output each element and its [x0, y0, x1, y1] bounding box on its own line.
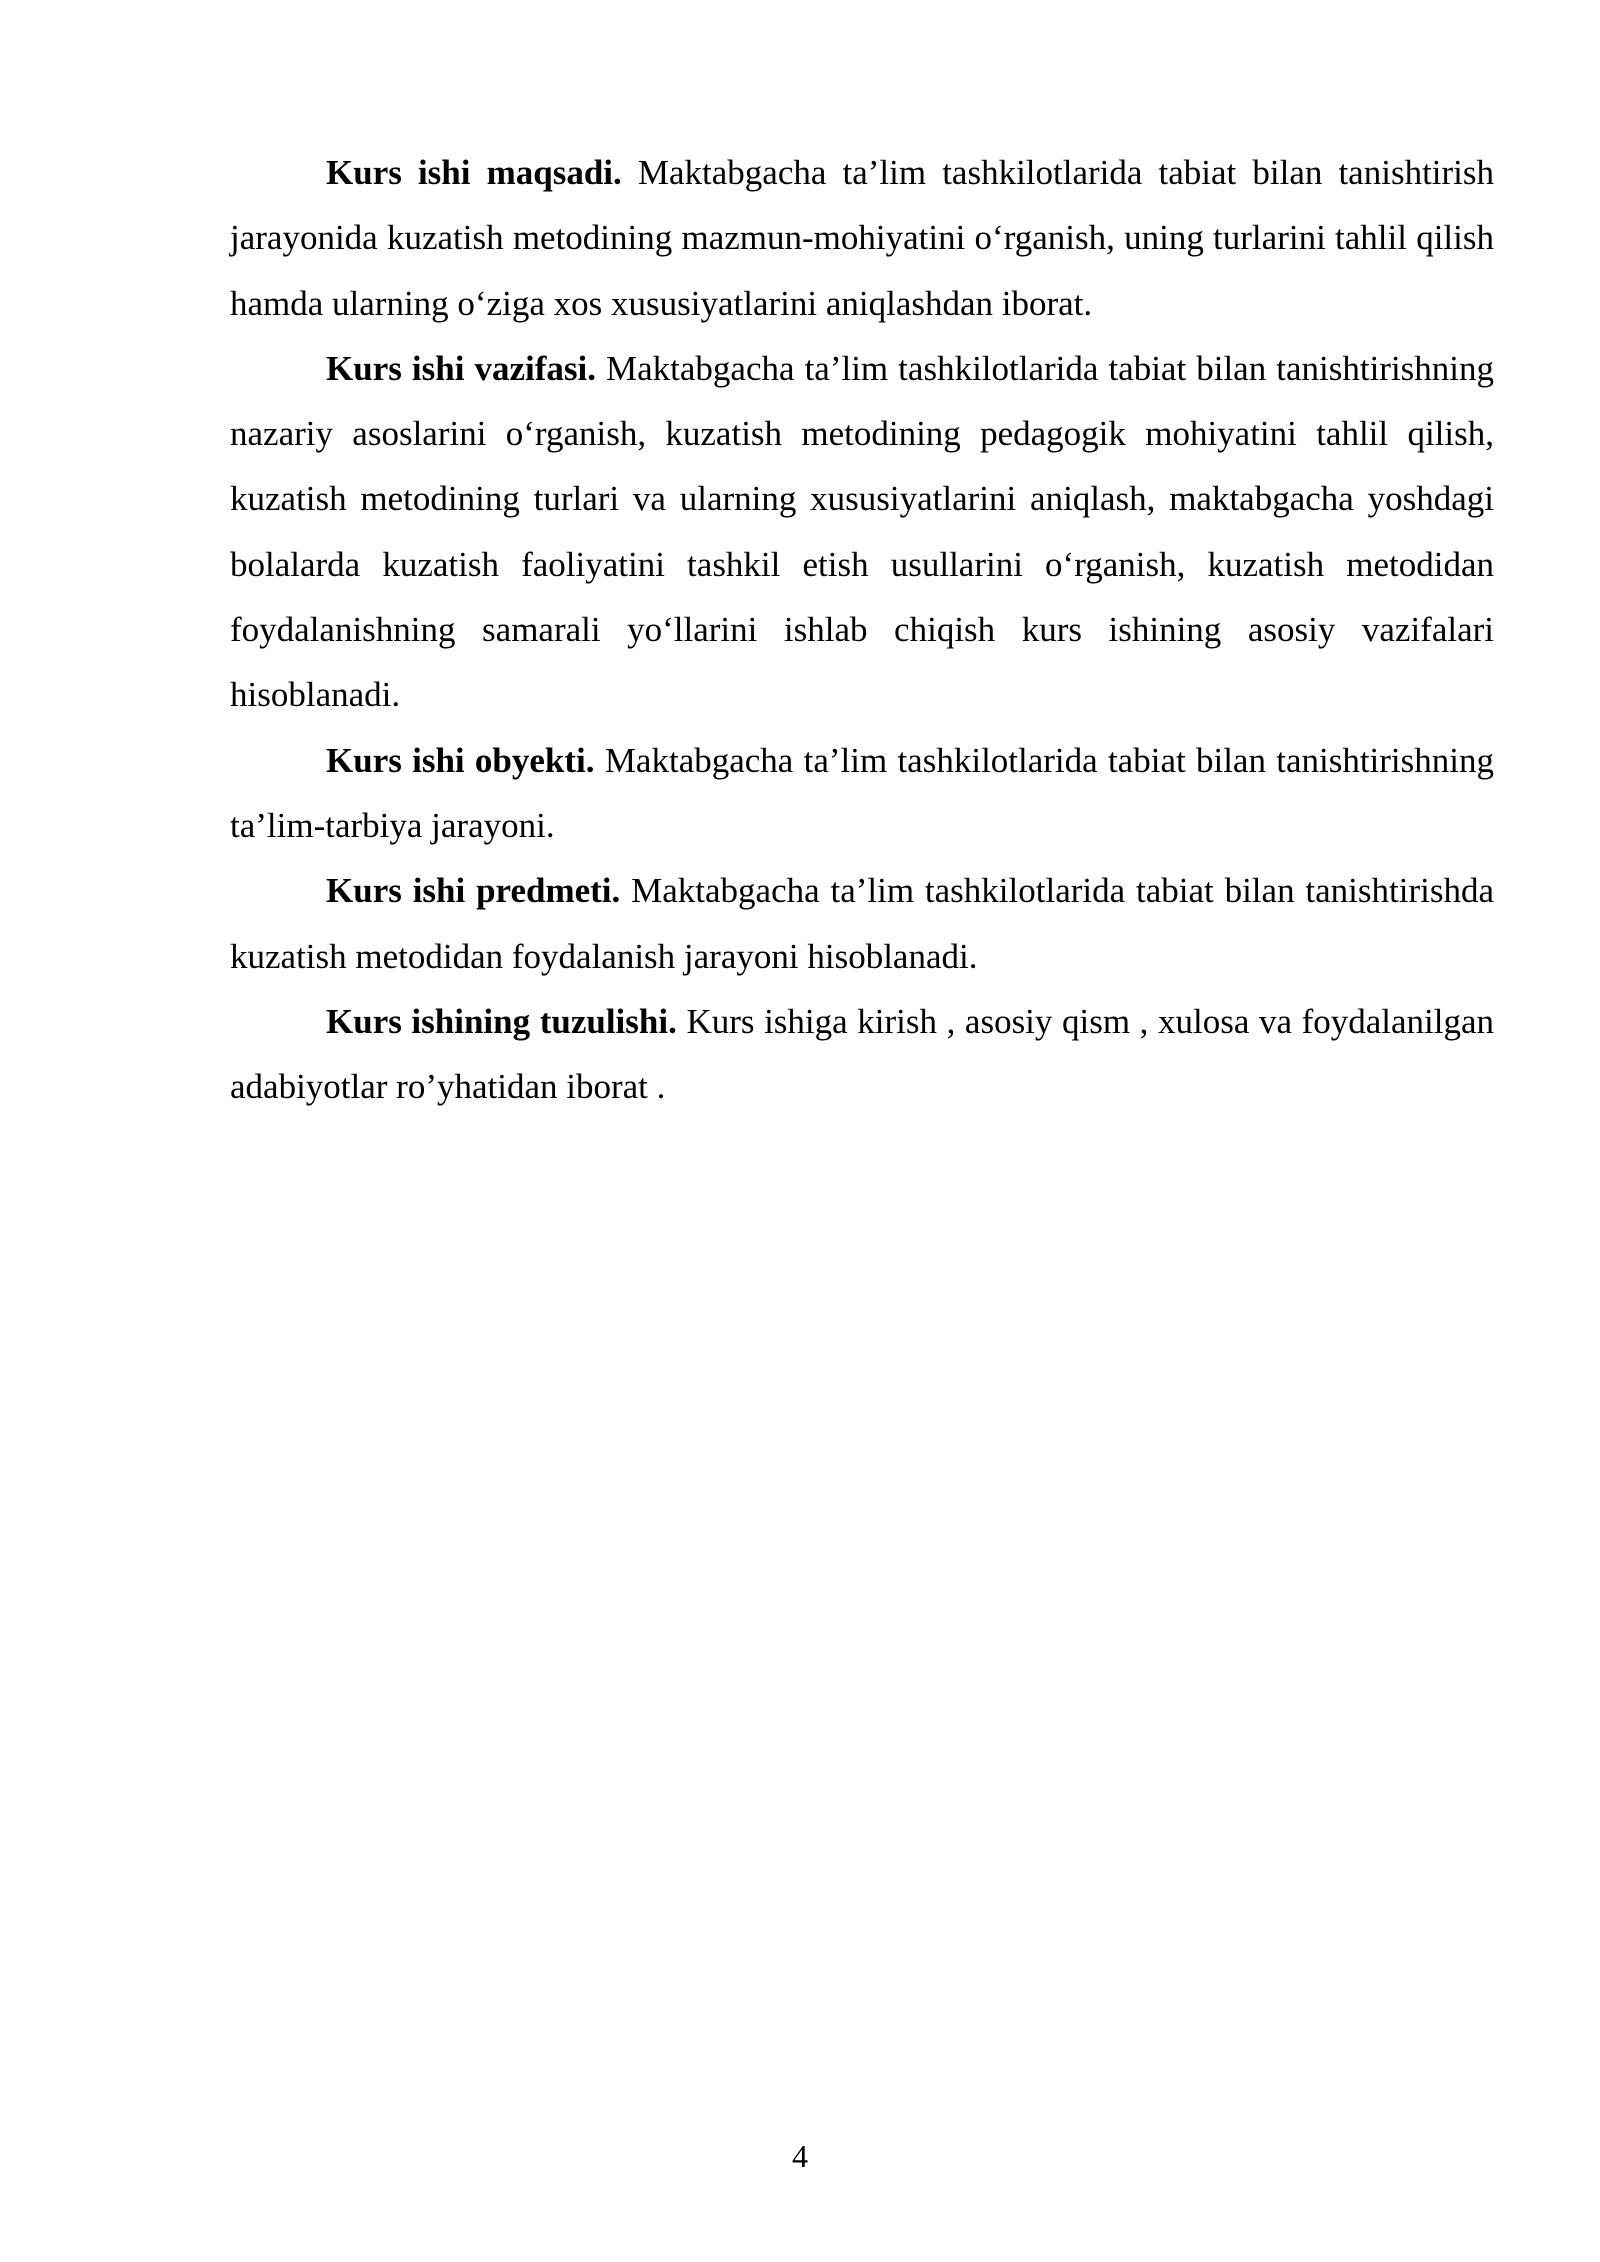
paragraph-heading: Kurs ishining tuzulishi.	[326, 1001, 677, 1041]
paragraph-text: Maktabgacha ta’lim tashkilotlarida tabiat bilan tanishtirishning ta’lim-tarbiya jarayoni.	[230, 740, 1494, 845]
paragraph-vazifasi	[230, 336, 1494, 728]
paragraph-text: Maktabgacha ta’lim tashkilotlarida tabiat bilan tanishtirish jarayonida kuzatish metodining mazmun-mohiyatini o‘rganish, uning turlarini tahlil qilish hamda ularning o‘ziga xos xususiyatlarini aniqlashdan iborat.	[230, 153, 1495, 323]
paragraph-text: Maktabgacha ta’lim tashkilotlarida tabiat bilan tanishtirishda kuzatish metodidan foydalanish jarayoni hisoblanadi.	[230, 871, 1495, 976]
paragraph-text: Kurs ishiga kirish , asosiy qism , xulosa va foydalanilgan adabiyotlar ro’yhatidan iborat .	[230, 1001, 1495, 1107]
page-body	[230, 140, 1494, 1119]
paragraph-obyekti	[230, 728, 1494, 859]
paragraph-heading: Kurs ishi vazifasi.	[326, 348, 596, 388]
paragraph-heading: Kurs ishi maqsadi.	[326, 153, 622, 192]
paragraph-text: Maktabgacha ta’lim tashkilotlarida tabiat bilan tanishtirishning nazariy asoslarini o‘rganish, kuzatish metodining pedagogik mohiyatini tahlil qilish, kuzatish metodining turlari va ularning xususiyatlarini aniqlash, maktabgacha yoshdagi bolalarda kuzatish faoliyatini tashkil etish usullarini o‘rganish, kuzatish metodidan foydalanishning samarali yo‘llarini ishlab chiqish kurs ishining asosiy vazifalari hisoblanadi.	[230, 348, 1495, 715]
paragraph-maqsadi	[230, 140, 1494, 336]
paragraph-heading: Kurs ishi obyekti.	[326, 740, 595, 780]
paragraph-predmeti	[230, 858, 1494, 989]
page-number: 4	[792, 2138, 808, 2174]
paragraph-heading: Kurs ishi predmeti.	[326, 871, 621, 911]
paragraph-tuzulishi	[230, 989, 1494, 1120]
